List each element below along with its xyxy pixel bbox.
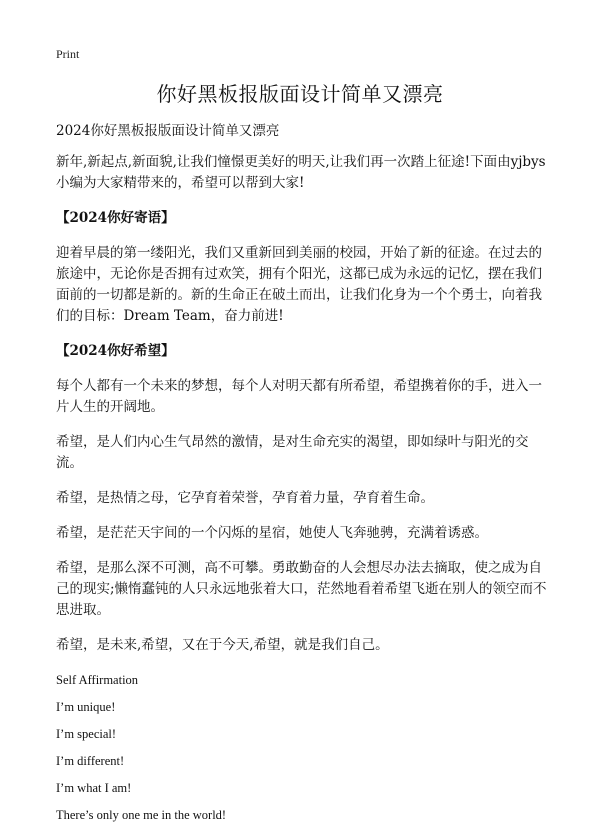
affirmation-line-3: I’m different! xyxy=(56,754,125,768)
hope-paragraph-6: 希望，是未来,希望，又在于今天,希望，就是我们自己。 xyxy=(56,637,389,653)
intro-paragraph: 新年,新起点,新面貌,让我们憧憬更美好的明天,让我们再一次踏上征途!下面由yjbys小编为大家精带来的，希望可以帮到大家! xyxy=(56,154,546,191)
hope-paragraph-2: 希望，是人们内心生气昂然的激情，是对生命充实的渴望，即如绿叶与阳光的交流。 xyxy=(56,434,529,471)
hope-paragraph-4: 希望，是茫茫天宇间的一个闪烁的星宿，她使人飞奔驰骋，充满着诱惑。 xyxy=(56,525,488,541)
print-link[interactable]: Print xyxy=(56,47,80,61)
affirmation-line-4: I’m what I am! xyxy=(56,781,132,795)
page-title: 你好黑板报版面设计简单又漂亮 xyxy=(156,82,444,106)
greetings-paragraph: 迎着早晨的第一缕阳光，我们又重新回到美丽的校园，开始了新的征途。在过去的旅途中，无论你是否拥有过欢笑，拥有个阳光，这都已成为永远的记忆，摆在我们面前的一切都是新的。新的生命正在破土而出，让我们化身为一个个勇士，向着我们的目标：Dream Team，奋力前进! xyxy=(56,245,542,324)
article-subtitle: 2024你好黑板报版面设计简单又漂亮 xyxy=(56,123,280,139)
section-heading-hope: 【2024你好希望】 xyxy=(56,343,175,359)
affirmation-line-1: I’m unique! xyxy=(56,700,116,714)
hope-paragraph-1: 每个人都有一个未来的梦想，每个人对明天都有所希望，希望携着你的手，进入一片人生的开阔地。 xyxy=(56,378,542,415)
affirmation-title: Self Affirmation xyxy=(56,673,139,687)
affirmation-line-2: I’m special! xyxy=(56,727,117,741)
section-heading-greetings: 【2024你好寄语】 xyxy=(56,210,175,226)
hope-paragraph-3: 希望，是热情之母，它孕育着荣誉，孕育着力量，孕育着生命。 xyxy=(56,490,434,506)
hope-paragraph-5: 希望，是那么深不可测，高不可攀。勇敢勤奋的人会想尽办法去摘取，使之成为自己的现实;懒惰蠢钝的人只永远地张着大口，茫然地看着希望飞逝在别人的领空而不思进取。 xyxy=(56,560,547,618)
affirmation-line-5: There’s only one me in the world! xyxy=(56,808,227,822)
article-body xyxy=(56,121,550,832)
